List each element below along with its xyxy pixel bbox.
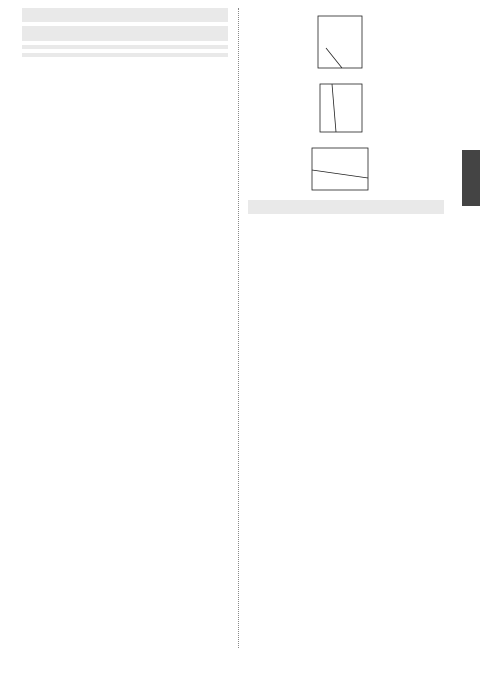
reflection-box-3 [248,200,444,214]
section-side-tab [462,150,480,206]
column-divider [238,8,239,648]
right-column [248,6,444,216]
figure-fold-case-1 [248,6,444,76]
figure-fold-case-3 [248,140,444,198]
fold-line-mn [332,84,336,132]
rectangle [312,148,368,190]
reflection-box-1 [22,8,228,22]
fold-line-mn [326,48,342,68]
left-column [22,6,228,59]
fold-line-mn [312,170,368,178]
analysis-box-1 [22,45,228,49]
rectangle [318,16,362,68]
reflection-box-2 [22,26,228,40]
rectangle [320,84,362,132]
figure-fold-case-2 [248,76,444,140]
analysis-box-2 [22,53,228,57]
